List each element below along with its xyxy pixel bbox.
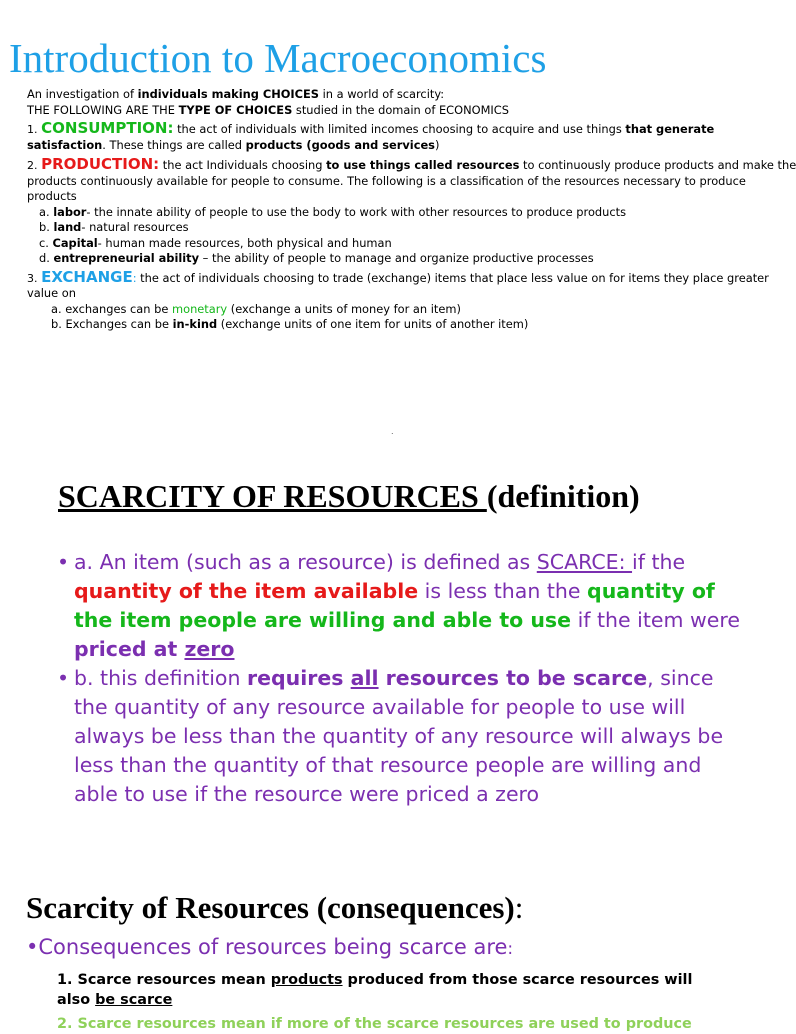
exchange-colon: : bbox=[132, 270, 137, 285]
exchange-item bbox=[27, 267, 769, 287]
resource-item-name: land bbox=[53, 220, 82, 234]
consumption-bold1: that generate bbox=[625, 122, 715, 136]
consequences-bullet-colon: : bbox=[507, 939, 514, 959]
slide-title-introduction: Introduction to Macroeconomics bbox=[9, 35, 547, 81]
consequence-item-2-cut: 2. Scarce resources mean if more of the scarce resources are used to produce bbox=[57, 1016, 692, 1032]
consumption-bold2: satisfaction bbox=[27, 137, 103, 152]
exchange-sub-b bbox=[27, 317, 757, 333]
quantity-willing-phrase: quantity of the item people are willing and able to use bbox=[74, 579, 715, 632]
exchange-a-pre: a. exchanges can be bbox=[51, 301, 172, 316]
intro-post: in a world of scarcity: bbox=[319, 87, 445, 101]
exchange-number: 3. bbox=[27, 271, 38, 285]
following-bold: TYPE OF CHOICES bbox=[178, 102, 293, 117]
zero-term: zero bbox=[184, 637, 235, 661]
intro-pre: An investigation of bbox=[27, 87, 138, 101]
consumption-text3: ) bbox=[434, 137, 440, 152]
all-term: all bbox=[350, 666, 379, 690]
stray-dot: . bbox=[391, 427, 394, 436]
intro-line bbox=[27, 87, 757, 103]
resource-item-prefix: d. bbox=[39, 251, 54, 265]
item1-mid: produced from those scarce resources will bbox=[342, 972, 693, 988]
consequences-bullet: •Consequences of resources being scarce are: bbox=[26, 935, 514, 959]
definition-bullets bbox=[57, 548, 747, 809]
consumption-text2: . These things are called bbox=[102, 137, 246, 152]
quantity-available-phrase: quantity of the item available bbox=[74, 579, 419, 603]
resource-item-prefix: b. bbox=[39, 220, 54, 234]
resource-item-entrepreneurial bbox=[27, 251, 757, 267]
item1-products: products bbox=[270, 972, 343, 988]
title-underlined-part: SCARCITY OF RESOURCES bbox=[58, 478, 487, 514]
resource-item-desc: – the ability of people to manage and organize productive processes bbox=[199, 251, 594, 265]
consequences-title-text: Scarcity of Resources (consequences) bbox=[26, 890, 515, 925]
consumption-item bbox=[27, 121, 757, 138]
scarce-term: SCARCE: bbox=[536, 550, 633, 574]
resource-item-desc: - human made resources, both physical and human bbox=[97, 235, 392, 250]
production-heading: PRODUCTION: bbox=[41, 155, 160, 173]
title-rest: (definition) bbox=[486, 478, 640, 514]
following-pre: THE FOLLOWING ARE THE bbox=[27, 102, 179, 117]
resource-item-name: labor bbox=[53, 204, 87, 219]
consequences-bullet-text: Consequences of resources being scarce are bbox=[38, 935, 508, 959]
bullet-b-text2: , since the quantity of any resource available for people to use will always be less than the quantity of any resource will always be less than the quantity of that resource people are willing and able to use if the resource were priced a zero bbox=[74, 666, 724, 806]
production-number: 2. bbox=[27, 159, 38, 172]
intro-bold: individuals making CHOICES bbox=[137, 87, 320, 101]
exchange-b-pre: b. Exchanges can be bbox=[51, 317, 173, 331]
resource-item-prefix: a. bbox=[39, 204, 54, 219]
requires-phrase: requires bbox=[246, 666, 351, 690]
resource-item-desc: - the innate ability of people to use the body to work with other resources to produce products bbox=[86, 204, 627, 219]
bullet-b bbox=[57, 664, 747, 809]
production-line2: products continuously available for people to consume. The following is a classification of the resources necessary to produce bbox=[27, 173, 746, 188]
production-item bbox=[27, 155, 796, 174]
following-post: studied in the domain of ECONOMICS bbox=[292, 102, 509, 117]
resources-scarce-phrase: resources to be scarce bbox=[378, 666, 648, 690]
exchange-heading: EXCHANGE bbox=[41, 267, 133, 286]
bullet-a-text4: if the item were bbox=[571, 608, 740, 632]
item1-pre: 1. Scarce resources mean bbox=[57, 972, 271, 988]
item1-line2-pre: also bbox=[57, 992, 96, 1008]
bullet-a-text1: a. An item (such as a resource) is defined as bbox=[74, 550, 537, 574]
consumption-text1: the act of individuals with limited incomes choosing to acquire and use things bbox=[173, 122, 626, 136]
resource-item-name: Capital bbox=[52, 235, 98, 250]
consequence-item-1-line2 bbox=[57, 990, 737, 1010]
resource-item-desc: - natural resources bbox=[81, 220, 189, 234]
consequences-list bbox=[57, 970, 737, 1034]
resource-item-prefix: c. bbox=[39, 235, 53, 250]
consumption-heading: CONSUMPTION: bbox=[41, 119, 174, 137]
slide-title-scarcity-consequences bbox=[26, 890, 523, 926]
consumption-number: 1. bbox=[27, 123, 38, 136]
exchange-text1: the act of individuals choosing to trade (exchange) items that place less value on for items they place greater bbox=[136, 270, 769, 285]
priced-at-phrase: priced at bbox=[74, 637, 185, 661]
production-text1: the act Individuals choosing bbox=[159, 158, 327, 172]
consumption-line2 bbox=[27, 138, 757, 154]
consequences-title-colon: : bbox=[514, 890, 524, 925]
resource-item-name: entrepreneurial ability bbox=[53, 251, 200, 265]
production-bold1: to use things called resources bbox=[326, 158, 520, 172]
exchange-b-inkind: in-kind bbox=[172, 317, 218, 331]
resource-item-labor bbox=[27, 205, 757, 221]
production-text2: to continuously produce products and make the bbox=[519, 158, 796, 172]
exchange-a-post: (exchange a units of money for an item) bbox=[227, 301, 461, 316]
intro-text-block bbox=[27, 87, 796, 333]
slide-title-scarcity-definition bbox=[58, 478, 640, 515]
production-line3: products bbox=[27, 189, 77, 203]
item1-be-scarce: be scarce bbox=[95, 992, 173, 1008]
bullet-b-text1: b. this definition bbox=[74, 666, 247, 690]
exchange-line2: value on bbox=[27, 286, 76, 300]
resource-item-land bbox=[27, 220, 757, 236]
bullet-a-text3: is less than the bbox=[418, 579, 588, 603]
bullet-a bbox=[57, 548, 747, 664]
consequence-item-1 bbox=[57, 970, 737, 990]
consumption-bold3: products (goods and services bbox=[245, 137, 435, 152]
resource-item-capital bbox=[27, 236, 757, 252]
exchange-b-post: (exchange units of one item for units of another item) bbox=[217, 317, 529, 331]
exchange-sub-a bbox=[27, 302, 757, 318]
bullet-a-text2: if the bbox=[632, 550, 686, 574]
exchange-a-monetary: monetary bbox=[172, 301, 228, 316]
following-line bbox=[27, 103, 757, 119]
